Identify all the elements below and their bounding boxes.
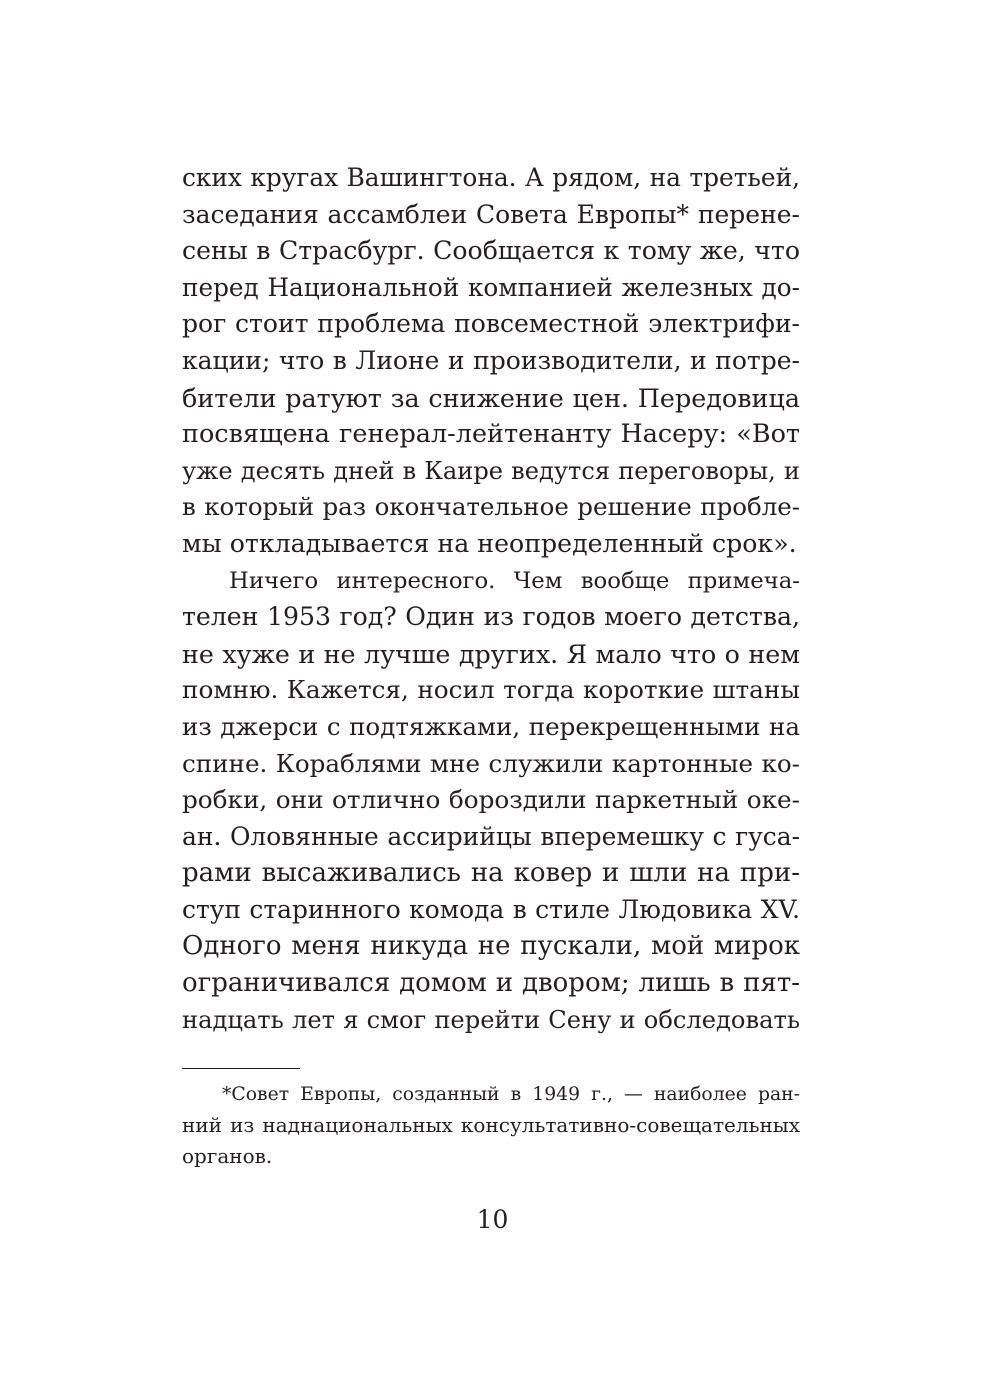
- main-text: [182, 160, 800, 1038]
- paragraph-end-line: мы откладывается на неопределенный срок».: [182, 528, 797, 558]
- text-line: спине. Кораблями мне служили картонные ко-: [182, 748, 800, 778]
- text-line: робки, они отлично бороздили паркетный оке-: [182, 785, 800, 815]
- text-line: бители ратуют за снижение цен. Передовица: [182, 382, 800, 413]
- text-line: Одного меня никуда не пускали, мой мирок: [182, 931, 800, 962]
- text-line: из джерси с подтяжками, перекрещенными на: [182, 711, 800, 741]
- text-line: рог стоит проблема повсеместной электрифи-: [182, 309, 800, 339]
- footnote: [182, 1079, 800, 1172]
- text-line: не хуже и не лучше других. Я мало что о нем: [182, 638, 800, 669]
- text-line: сены в Страсбург. Сообщается к тому же, что: [182, 236, 800, 266]
- footnote-divider: [182, 1068, 300, 1069]
- footnote-line: ний из наднациональных консультативно-совещательных: [182, 1113, 800, 1137]
- text-line: ступ старинного комода в стиле Людовика XV.: [182, 894, 800, 924]
- text-line: посвящена генерал-лейтенанту Насеру: «Вот: [182, 419, 800, 450]
- text-line: телен 1953 год? Один из годов моего детства,: [182, 602, 800, 632]
- text-line: кации; что в Лионе и производители, и потре-: [182, 345, 800, 375]
- text-line: ограничивался домом и двором; лишь в пят-: [182, 968, 800, 999]
- footnote-line: *Совет Европы, созданный в 1949 г., — наиболее ран-: [222, 1084, 800, 1105]
- text-line: в который раз окончательное решение пробле-: [182, 492, 800, 522]
- footnote-line: органов.: [182, 1144, 273, 1168]
- text-line: заседания ассамблеи Совета Европы* перене-: [182, 199, 800, 229]
- text-line: уже десять дней в Каире ведутся переговоры, и: [182, 456, 800, 485]
- text-line: ан. Оловянные ассирийцы вперемешку с гуса-: [182, 821, 800, 851]
- page-number: 10: [476, 1205, 509, 1234]
- paragraph-start-line: Ничего интересного. Чем вообще примеча-: [229, 567, 800, 594]
- text-line: надцать лет я смог перейти Сену и обследовать: [182, 1005, 800, 1034]
- text-line: перед Национальной компанией железных до-: [182, 272, 800, 302]
- text-line: рами высаживались на ковер и шли на при-: [182, 858, 800, 889]
- text-line: помню. Кажется, носил тогда короткие штаны: [182, 675, 800, 705]
- text-line: ских кругах Вашингтона. А рядом, на третьей,: [182, 163, 800, 192]
